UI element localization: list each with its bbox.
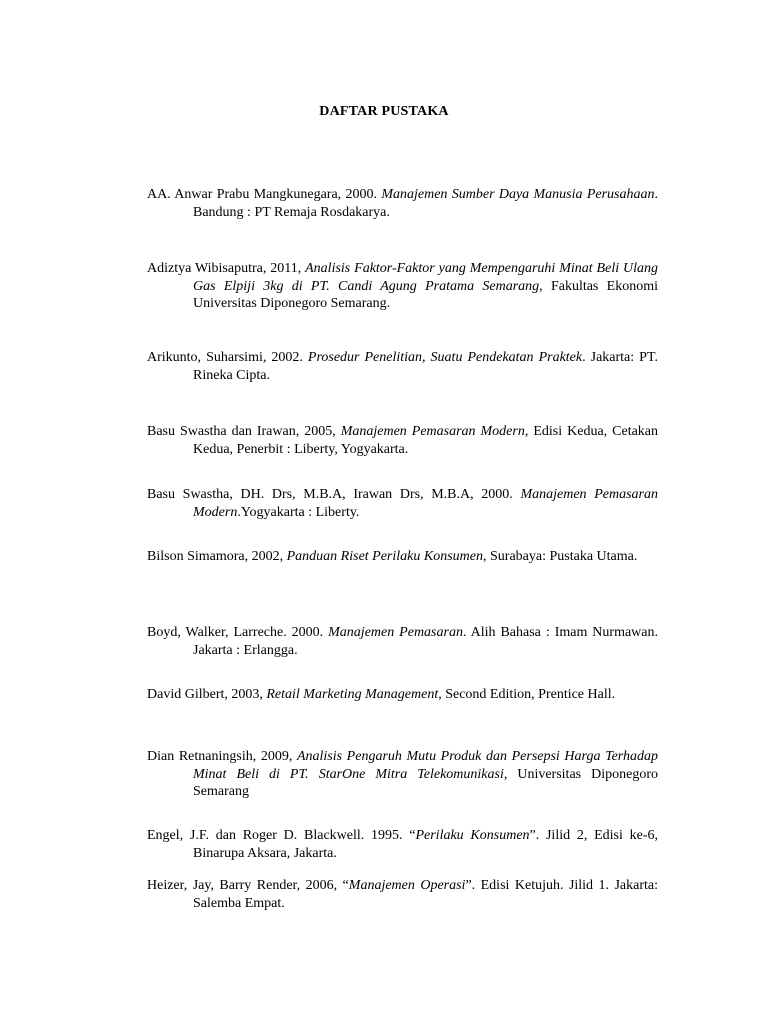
reference-author-year: Basu Swastha, DH. Drs, M.B.A, Irawan Drs, M.B.A, 2000. bbox=[147, 487, 521, 502]
reference-title: Manajemen Operasi bbox=[348, 878, 466, 893]
reference-author-year: AA. Anwar Prabu Mangkunegara, 2000. bbox=[147, 187, 382, 202]
reference-publisher: , Second Edition, Prentice Hall. bbox=[438, 687, 616, 702]
reference-title: Analisis Faktor-Faktor yang Mempengaruhi Minat Beli Ulang Gas Elpiji 3kg di PT. Candi Agung Pratama Semarang bbox=[193, 261, 658, 294]
reference-title: Panduan Riset Perilaku Konsumen bbox=[286, 549, 483, 564]
reference-publisher: ”. Edisi Ketujuh. Jilid 1. Jakarta: Salemba Empat. bbox=[193, 878, 659, 911]
reference-author-year: David Gilbert, 2003, bbox=[147, 687, 267, 702]
reference-publisher: . Alih Bahasa : Imam Nurmawan. Jakarta : Erlangga. bbox=[193, 625, 658, 658]
reference-publisher: . Bandung : PT Remaja Rosdakarya. bbox=[193, 187, 658, 220]
reference-entry bbox=[147, 423, 658, 458]
reference-entry bbox=[147, 748, 658, 801]
reference-title: Analisis Pengaruh Mutu Produk dan Persepsi Harga Terhadap Minat Beli di PT. StarOne Mitra Telekomunikasi bbox=[193, 749, 658, 782]
reference-entry bbox=[147, 686, 658, 704]
reference-publisher: .Yogyakarta : Liberty. bbox=[237, 504, 360, 520]
reference-author-year: Engel, J.F. dan Roger D. Blackwell. 1995. “ bbox=[147, 828, 416, 843]
reference-author-year: Bilson Simamora, 2002, bbox=[147, 549, 287, 564]
reference-author-year: Adiztya Wibisaputra, 2011, bbox=[147, 261, 306, 276]
reference-title: Manajemen Pemasaran Modern bbox=[193, 487, 658, 520]
reference-entry bbox=[147, 548, 658, 566]
reference-author-year: Boyd, Walker, Larreche. 2000. bbox=[147, 625, 329, 640]
reference-publisher: , Surabaya: Pustaka Utama. bbox=[483, 549, 638, 564]
reference-author-year: Dian Retnaningsih, 2009, bbox=[147, 749, 297, 764]
reference-author-year: Basu Swastha dan Irawan, 2005, bbox=[147, 424, 341, 439]
reference-entry bbox=[147, 877, 658, 912]
reference-entry bbox=[147, 486, 658, 521]
reference-title: Manajemen Sumber Daya Manusia Perusahaan bbox=[381, 187, 655, 202]
reference-publisher: . Jakarta: PT. Rineka Cipta. bbox=[193, 350, 658, 383]
reference-author-year: Heizer, Jay, Barry Render, 2006, “ bbox=[147, 878, 349, 893]
reference-publisher: , Fakultas Ekonomi Universitas Diponegoro Semarang. bbox=[193, 278, 658, 311]
reference-entry bbox=[147, 349, 658, 384]
reference-title: Retail Marketing Management bbox=[266, 687, 439, 702]
reference-author-year: Arikunto, Suharsimi, 2002. bbox=[147, 350, 308, 365]
reference-publisher: , Edisi Kedua, Cetakan Kedua, Penerbit : Liberty, Yogyakarta. bbox=[193, 424, 659, 457]
reference-title: Manajemen Pemasaran Modern bbox=[340, 424, 525, 439]
reference-publisher: , Universitas Diponegoro Semarang bbox=[193, 766, 658, 799]
reference-title: Prosedur Penelitian, Suatu Pendekatan Praktek bbox=[307, 350, 583, 365]
page-title: DAFTAR PUSTAKA bbox=[319, 104, 449, 119]
reference-entry bbox=[147, 260, 658, 313]
reference-title: Perilaku Konsumen bbox=[415, 828, 530, 843]
reference-title: Manajemen Pemasaran bbox=[328, 625, 463, 640]
reference-publisher: ”. Jilid 2, Edisi ke-6, Binarupa Aksara, Jakarta. bbox=[193, 828, 658, 861]
reference-entry bbox=[147, 186, 658, 221]
reference-entry bbox=[147, 827, 658, 862]
reference-entry bbox=[147, 624, 658, 659]
